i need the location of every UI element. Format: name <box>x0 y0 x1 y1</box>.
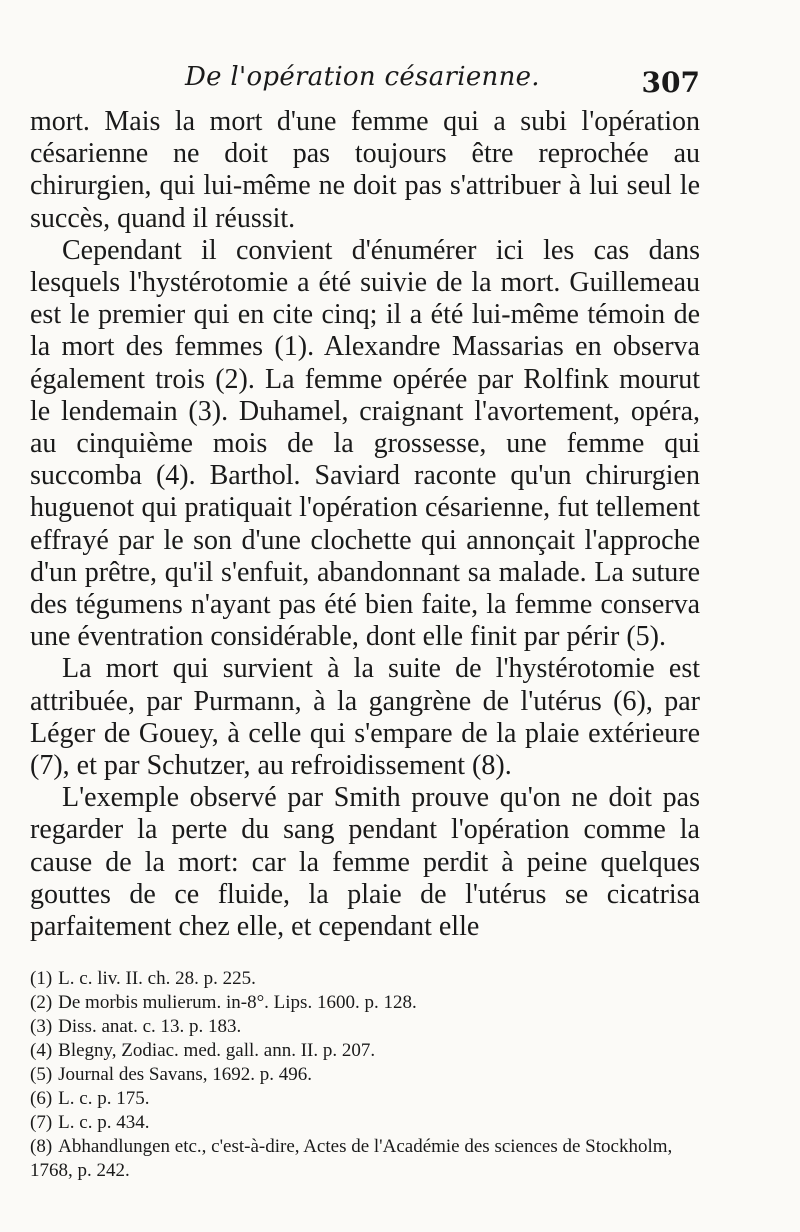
footnote-6 <box>30 1087 700 1111</box>
footnote-text: L. c. p. 434. <box>58 1112 150 1134</box>
paragraph-3: La mort qui survient à la suite de l'hystérotomie est attribuée, par Purmann, à la gangrène de l'utérus (6), par Léger de Gouey, à celle qui s'empare de la plaie extérieure (7), et par Schutzer, au refroidissement (8). <box>30 653 700 782</box>
running-head <box>30 52 700 98</box>
paragraph-2: Cependant il convient d'énumérer ici les cas dans lesquels l'hystérotomie a été suivie de la mort. Guillemeau est le premier qui en cite cinq; il a été lui-même témoin de la mort des femmes (1). Alexandre Massarias en observa également trois (2). La femme opérée par Rolfink mourut le lendemain (3). Duhamel, craignant l'avortement, opéra, au cinquième mois de la grossesse, une femme qui succomba (4). Barthol. Saviard raconte qu'un chirurgien huguenot qui pratiquait l'opération césarienne, fut tellement effrayé par le son d'une clochette qui annonçait l'approche d'un prêtre, qu'il s'enfuit, abandonnant sa malade. La suture des tégumens n'ayant pas été bien faite, la femme conserva une éventration considérable, dont elle finit par périr (5). <box>30 234 700 653</box>
footnotes <box>30 967 700 1183</box>
footnote-number: (3) <box>30 1016 53 1038</box>
footnote-number: (1) <box>30 968 53 990</box>
footnote-5 <box>30 1063 700 1087</box>
footnote-3 <box>30 1015 700 1039</box>
footnote-text: Blegny, Zodiac. med. gall. ann. II. p. 207. <box>58 1040 376 1062</box>
footnote-number: (8) <box>30 1136 53 1158</box>
footnote-number: (7) <box>30 1112 53 1134</box>
footnote-text: Journal des Savans, 1692. p. 496. <box>58 1064 312 1086</box>
footnote-number: (4) <box>30 1040 53 1062</box>
footnote-7 <box>30 1111 700 1135</box>
footnote-2 <box>30 991 700 1015</box>
footnote-text: Abhandlungen etc., c'est-à-dire, Actes de l'Académie des sciences de Stockholm, 1768, p. 242. <box>30 1136 673 1182</box>
footnote-text: L. c. liv. II. ch. 28. p. 225. <box>58 968 256 990</box>
running-title: De l'opération césarienne. <box>185 62 540 92</box>
footnote-text: De morbis mulierum. in-8°. Lips. 1600. p. 128. <box>58 992 417 1014</box>
footnote-4 <box>30 1039 700 1063</box>
footnote-number: (6) <box>30 1088 53 1110</box>
page-number: 307 <box>641 66 700 99</box>
book-page <box>30 52 700 1183</box>
paragraph-1: mort. Mais la mort d'une femme qui a subi l'opération césarienne ne doit pas toujours être reprochée au chirurgien, qui lui-même ne doit pas s'attribuer à lui seul le succès, quand il réussit. <box>30 106 700 234</box>
footnote-1 <box>30 967 700 991</box>
footnote-number: (2) <box>30 992 53 1014</box>
footnote-8 <box>30 1135 700 1183</box>
paragraph-4: L'exemple observé par Smith prouve qu'on ne doit pas regarder la perte du sang pendant l'opération comme la cause de la mort: car la femme perdit à peine quelques gouttes de ce fluide, la plaie de l'utérus se cicatrisa parfaitement chez elle, et cependant elle <box>30 782 700 943</box>
body-text <box>30 106 700 943</box>
footnote-text: Diss. anat. c. 13. p. 183. <box>58 1016 242 1038</box>
footnote-text: L. c. p. 175. <box>58 1088 150 1110</box>
footnote-number: (5) <box>30 1064 53 1086</box>
